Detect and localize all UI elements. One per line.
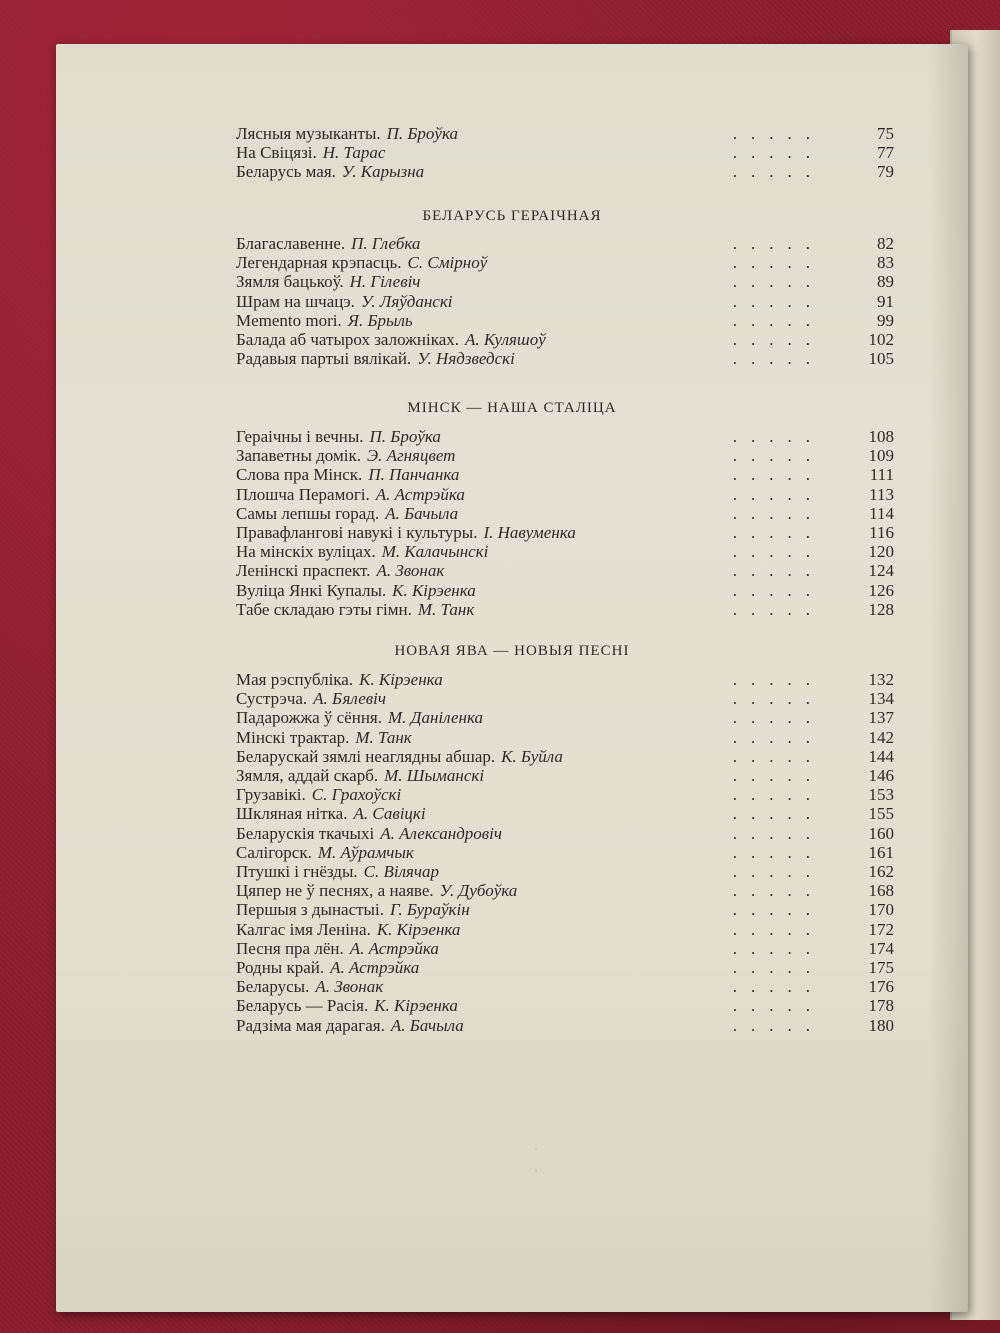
entry-author: Э. Агняцвет [366, 446, 456, 466]
toc-entry [236, 1016, 894, 1036]
entry-author: Н. Гілевіч [349, 272, 421, 292]
dot-leader: ..... [732, 785, 824, 805]
entry-page-number: 75 [877, 124, 894, 143]
entry-title: Гераічны і вечны. [236, 427, 364, 446]
dot-leader: ..... [732, 349, 824, 369]
entry-author: К. Буйла [501, 746, 563, 766]
toc-entry [236, 485, 894, 505]
toc-entry [236, 465, 894, 485]
entry-page-number: 113 [869, 484, 894, 504]
toc-entry [236, 542, 894, 562]
toc-entry [236, 881, 894, 901]
dot-leader: ..... [732, 523, 824, 542]
toc-entry [236, 689, 894, 709]
toc-entry [236, 862, 894, 882]
dot-leader: ..... [732, 253, 824, 273]
entry-title: Шкляная нітка. [236, 804, 348, 824]
entry-title: Падарожжа ў сёння. [236, 708, 382, 728]
entry-author: П. Броўка [386, 124, 459, 143]
entry-page-number: 89 [877, 272, 894, 292]
entry-page-number: 144 [868, 746, 894, 766]
toc-entry [236, 785, 894, 805]
entry-author: М. Аўрамчык [317, 842, 414, 862]
toc-entry [236, 920, 894, 940]
entry-author: А. Звонак [376, 561, 445, 581]
dot-leader: ..... [732, 842, 824, 862]
entry-author: У. Нядзведскі [417, 349, 515, 369]
toc-entry [236, 728, 894, 748]
dot-leader: ..... [732, 996, 824, 1016]
entry-author: П. Панчанка [368, 465, 460, 485]
entry-title: Радавыя партыі вялікай. [236, 349, 412, 369]
entry-title: Мінскі трактар. [236, 727, 350, 747]
entry-title: Табе складаю гэты гімн. [236, 599, 412, 619]
dot-leader: ..... [732, 580, 824, 600]
dot-leader: ..... [732, 746, 824, 766]
entry-page-number: 128 [868, 599, 894, 619]
entry-title: Песня пра лён. [236, 938, 344, 958]
toc-entry [236, 523, 894, 543]
dot-leader: ..... [732, 427, 824, 446]
entry-page-number: 180 [868, 1015, 894, 1035]
dot-leader: ..... [732, 708, 824, 728]
entry-page-number: 178 [868, 996, 894, 1016]
toc-entry [236, 162, 894, 182]
entry-author: С. Грахоўскі [311, 785, 402, 805]
entry-title: Балада аб чатырох заложніках. [236, 330, 460, 349]
entry-page-number: 91 [877, 291, 894, 311]
entry-author: І. Навуменка [483, 523, 576, 542]
entry-page-number: 111 [869, 465, 894, 485]
dot-leader: ..... [732, 330, 824, 349]
entry-title: На Свіцязі. [236, 143, 317, 163]
section-heading: МІНСК — НАША СТАЛІЦА [407, 400, 617, 416]
entry-author: П. Броўка [369, 427, 441, 446]
entry-page-number: 99 [877, 310, 894, 330]
entry-page-number: 116 [869, 523, 894, 542]
toc-entry [236, 600, 894, 620]
entry-page-number: 114 [869, 503, 894, 523]
entry-author: М. Танк [417, 599, 475, 619]
entry-title: Радзіма мая дарагая. [236, 1015, 385, 1035]
dot-leader: ..... [732, 599, 824, 619]
entry-author: М. Шыманскі [384, 766, 485, 785]
dot-leader: ..... [732, 310, 824, 330]
toc-entry [236, 234, 894, 254]
toc-entry [236, 747, 894, 767]
toc-entry [236, 253, 894, 273]
toc-entry [236, 292, 894, 312]
dot-leader: ..... [732, 670, 824, 689]
entry-title: Беларусь мая. [236, 162, 336, 182]
toc-entry [236, 427, 894, 447]
entry-title: Беларусь — Расія. [236, 996, 369, 1016]
dot-leader: ..... [732, 561, 824, 581]
toc-entry [236, 349, 894, 369]
dot-leader: ..... [732, 465, 824, 485]
entry-page-number: 155 [868, 804, 894, 824]
entry-page-number: 168 [868, 881, 894, 901]
entry-page-number: 83 [877, 253, 894, 273]
toc-entry [236, 939, 894, 959]
entry-author: А. Бачыла [390, 1015, 464, 1035]
section-heading: БЕЛАРУСЬ ГЕРАІЧНАЯ [422, 208, 602, 224]
entry-page-number: 153 [868, 785, 894, 805]
entry-page-number: 137 [868, 708, 894, 728]
entry-page-number: 77 [877, 143, 894, 163]
dot-leader: ..... [732, 272, 824, 292]
entry-title: Сустрэча. [236, 689, 308, 709]
toc-entry [236, 900, 894, 920]
dot-leader: ..... [732, 143, 824, 163]
dot-leader: ..... [732, 446, 824, 466]
toc-entry [236, 843, 894, 863]
entry-page-number: 79 [877, 162, 894, 182]
book-page [56, 44, 968, 1312]
entry-page-number: 120 [868, 542, 894, 562]
toc-entry [236, 504, 894, 524]
entry-author: А. Астрэйка [330, 958, 420, 977]
entry-page-number: 176 [868, 977, 894, 997]
entry-page-number: 175 [868, 958, 894, 977]
entry-title: Запаветны домік. [236, 446, 361, 466]
entry-page-number: 172 [868, 919, 894, 939]
entry-title: Беларусы. [236, 977, 310, 997]
entry-title: Ленінскі праспект. [236, 561, 371, 581]
entry-title: Благаславенне. [236, 234, 346, 253]
entry-author: А. Астрэйка [349, 938, 439, 958]
entry-author: К. Кірэенка [392, 580, 476, 600]
entry-author: А. Куляшоў [465, 330, 546, 349]
dot-leader: ..... [732, 503, 824, 523]
dot-leader: ..... [732, 900, 824, 920]
entry-page-number: 109 [868, 446, 894, 466]
dot-leader: ..... [732, 542, 824, 562]
entry-title: Зямля, аддай скарб. [236, 766, 379, 785]
entry-author: А. Звонак [315, 977, 384, 997]
entry-title: Мая рэспубліка. [236, 670, 354, 689]
dot-leader: ..... [732, 823, 824, 843]
toc-entry [236, 996, 894, 1016]
entry-title: Птушкі і гнёзды. [236, 862, 358, 881]
entry-author: У. Карызна [341, 162, 425, 182]
entry-title: Салігорск. [236, 842, 312, 862]
entry-author: А. Бялевіч [313, 689, 386, 709]
entry-author: М. Калачынскі [381, 542, 489, 562]
toc-entry [236, 446, 894, 466]
dot-leader: ..... [732, 938, 824, 958]
entry-title: Беларускай зямлі неаглядны абшар. [236, 746, 496, 766]
entry-title: Лясныя музыканты. [236, 124, 381, 143]
entry-title: Першыя з дынастыі. [236, 900, 384, 920]
toc-entry [236, 124, 894, 144]
entry-page-number: 82 [877, 234, 894, 253]
dot-leader: ..... [732, 881, 824, 901]
toc-entry [236, 804, 894, 824]
entry-page-number: 105 [868, 349, 894, 369]
entry-title: Легендарная крэпасць. [236, 253, 402, 273]
entry-title: Зямля бацькоў. [236, 272, 344, 292]
entry-title: Memento mori. [236, 310, 342, 330]
toc-entry [236, 311, 894, 331]
dot-leader: ..... [732, 1015, 824, 1035]
section-heading: НОВАЯ ЯВА — НОВЫЯ ПЕСНІ [394, 643, 630, 659]
toc-entry [236, 958, 894, 978]
entry-page-number: 126 [868, 580, 894, 600]
entry-title: Правафлангові навукі і культуры. [236, 523, 478, 542]
toc-entry [236, 330, 894, 350]
entry-author: А. Савіцкі [353, 804, 426, 824]
dot-leader: ..... [732, 234, 824, 253]
toc-entry [236, 670, 894, 690]
toc-entry [236, 143, 894, 163]
entry-title: Шрам на шчацэ. [236, 291, 355, 311]
entry-page-number: 162 [868, 862, 894, 881]
dot-leader: ..... [732, 862, 824, 881]
entry-author: С. Вілячар [363, 862, 439, 881]
entry-title: Самы лепшы горад. [236, 503, 380, 523]
entry-author: А. Астрэйка [375, 484, 465, 504]
dot-leader: ..... [732, 804, 824, 824]
entry-author: П. Глебка [351, 234, 421, 253]
toc-entry [236, 824, 894, 844]
entry-author: К. Кірэенка [374, 996, 458, 1016]
toc-entry [236, 581, 894, 601]
toc-entry [236, 272, 894, 292]
entry-author: К. Кірэенка [359, 670, 443, 689]
entry-title: Слова пра Мінск. [236, 465, 363, 485]
toc-entry [236, 561, 894, 581]
toc-entry [236, 977, 894, 997]
entry-page-number: 146 [868, 766, 894, 785]
dot-leader: ..... [732, 162, 824, 182]
entry-page-number: 174 [868, 938, 894, 958]
dot-leader: ..... [732, 484, 824, 504]
entry-page-number: 142 [868, 727, 894, 747]
dot-leader: ..... [732, 291, 824, 311]
dot-leader: ..... [732, 958, 824, 977]
entry-author: К. Кірэенка [376, 919, 461, 939]
entry-title: На мінскіх вуліцах. [236, 542, 376, 562]
dot-leader: ..... [732, 124, 824, 143]
entry-page-number: 160 [868, 823, 894, 843]
entry-author: А. Бачыла [385, 503, 459, 523]
entry-title: Родны край. [236, 958, 325, 977]
toc-entry [236, 708, 894, 728]
entry-author: С. Смірноў [407, 253, 488, 273]
entry-author: У. Ляўданскі [360, 291, 453, 311]
entry-author: Н. Тарас [322, 143, 386, 163]
entry-title: Плошча Перамогі. [236, 484, 370, 504]
entry-page-number: 108 [868, 427, 894, 446]
entry-page-number: 132 [868, 670, 894, 689]
entry-author: А. Александровіч [380, 823, 503, 843]
entry-title: Вуліца Янкі Купалы. [236, 580, 387, 600]
dot-leader: ..... [732, 977, 824, 997]
entry-page-number: 161 [868, 842, 894, 862]
dot-leader: ..... [732, 727, 824, 747]
entry-author: М. Танк [355, 727, 412, 747]
entry-page-number: 124 [868, 561, 894, 581]
entry-page-number: 134 [868, 689, 894, 709]
entry-author: М. Даніленка [388, 708, 483, 728]
entry-page-number: 170 [868, 900, 894, 920]
dot-leader: ..... [732, 919, 824, 939]
dot-leader: ..... [732, 689, 824, 709]
table-of-contents [56, 44, 968, 1312]
entry-author: У. Дубоўка [439, 881, 518, 901]
faded-stamp: · · [533, 1141, 539, 1180]
dot-leader: ..... [732, 766, 824, 785]
entry-title: Беларускія ткачыхі [236, 823, 375, 843]
entry-title: Цяпер не ў песнях, а наяве. [236, 881, 434, 901]
entry-title: Грузавікі. [236, 785, 306, 805]
entry-author: Я. Брыль [347, 310, 413, 330]
entry-title: Калгас імя Леніна. [236, 919, 371, 939]
toc-entry [236, 766, 894, 786]
entry-author: Г. Бураўкін [389, 900, 470, 920]
entry-page-number: 102 [868, 330, 894, 349]
